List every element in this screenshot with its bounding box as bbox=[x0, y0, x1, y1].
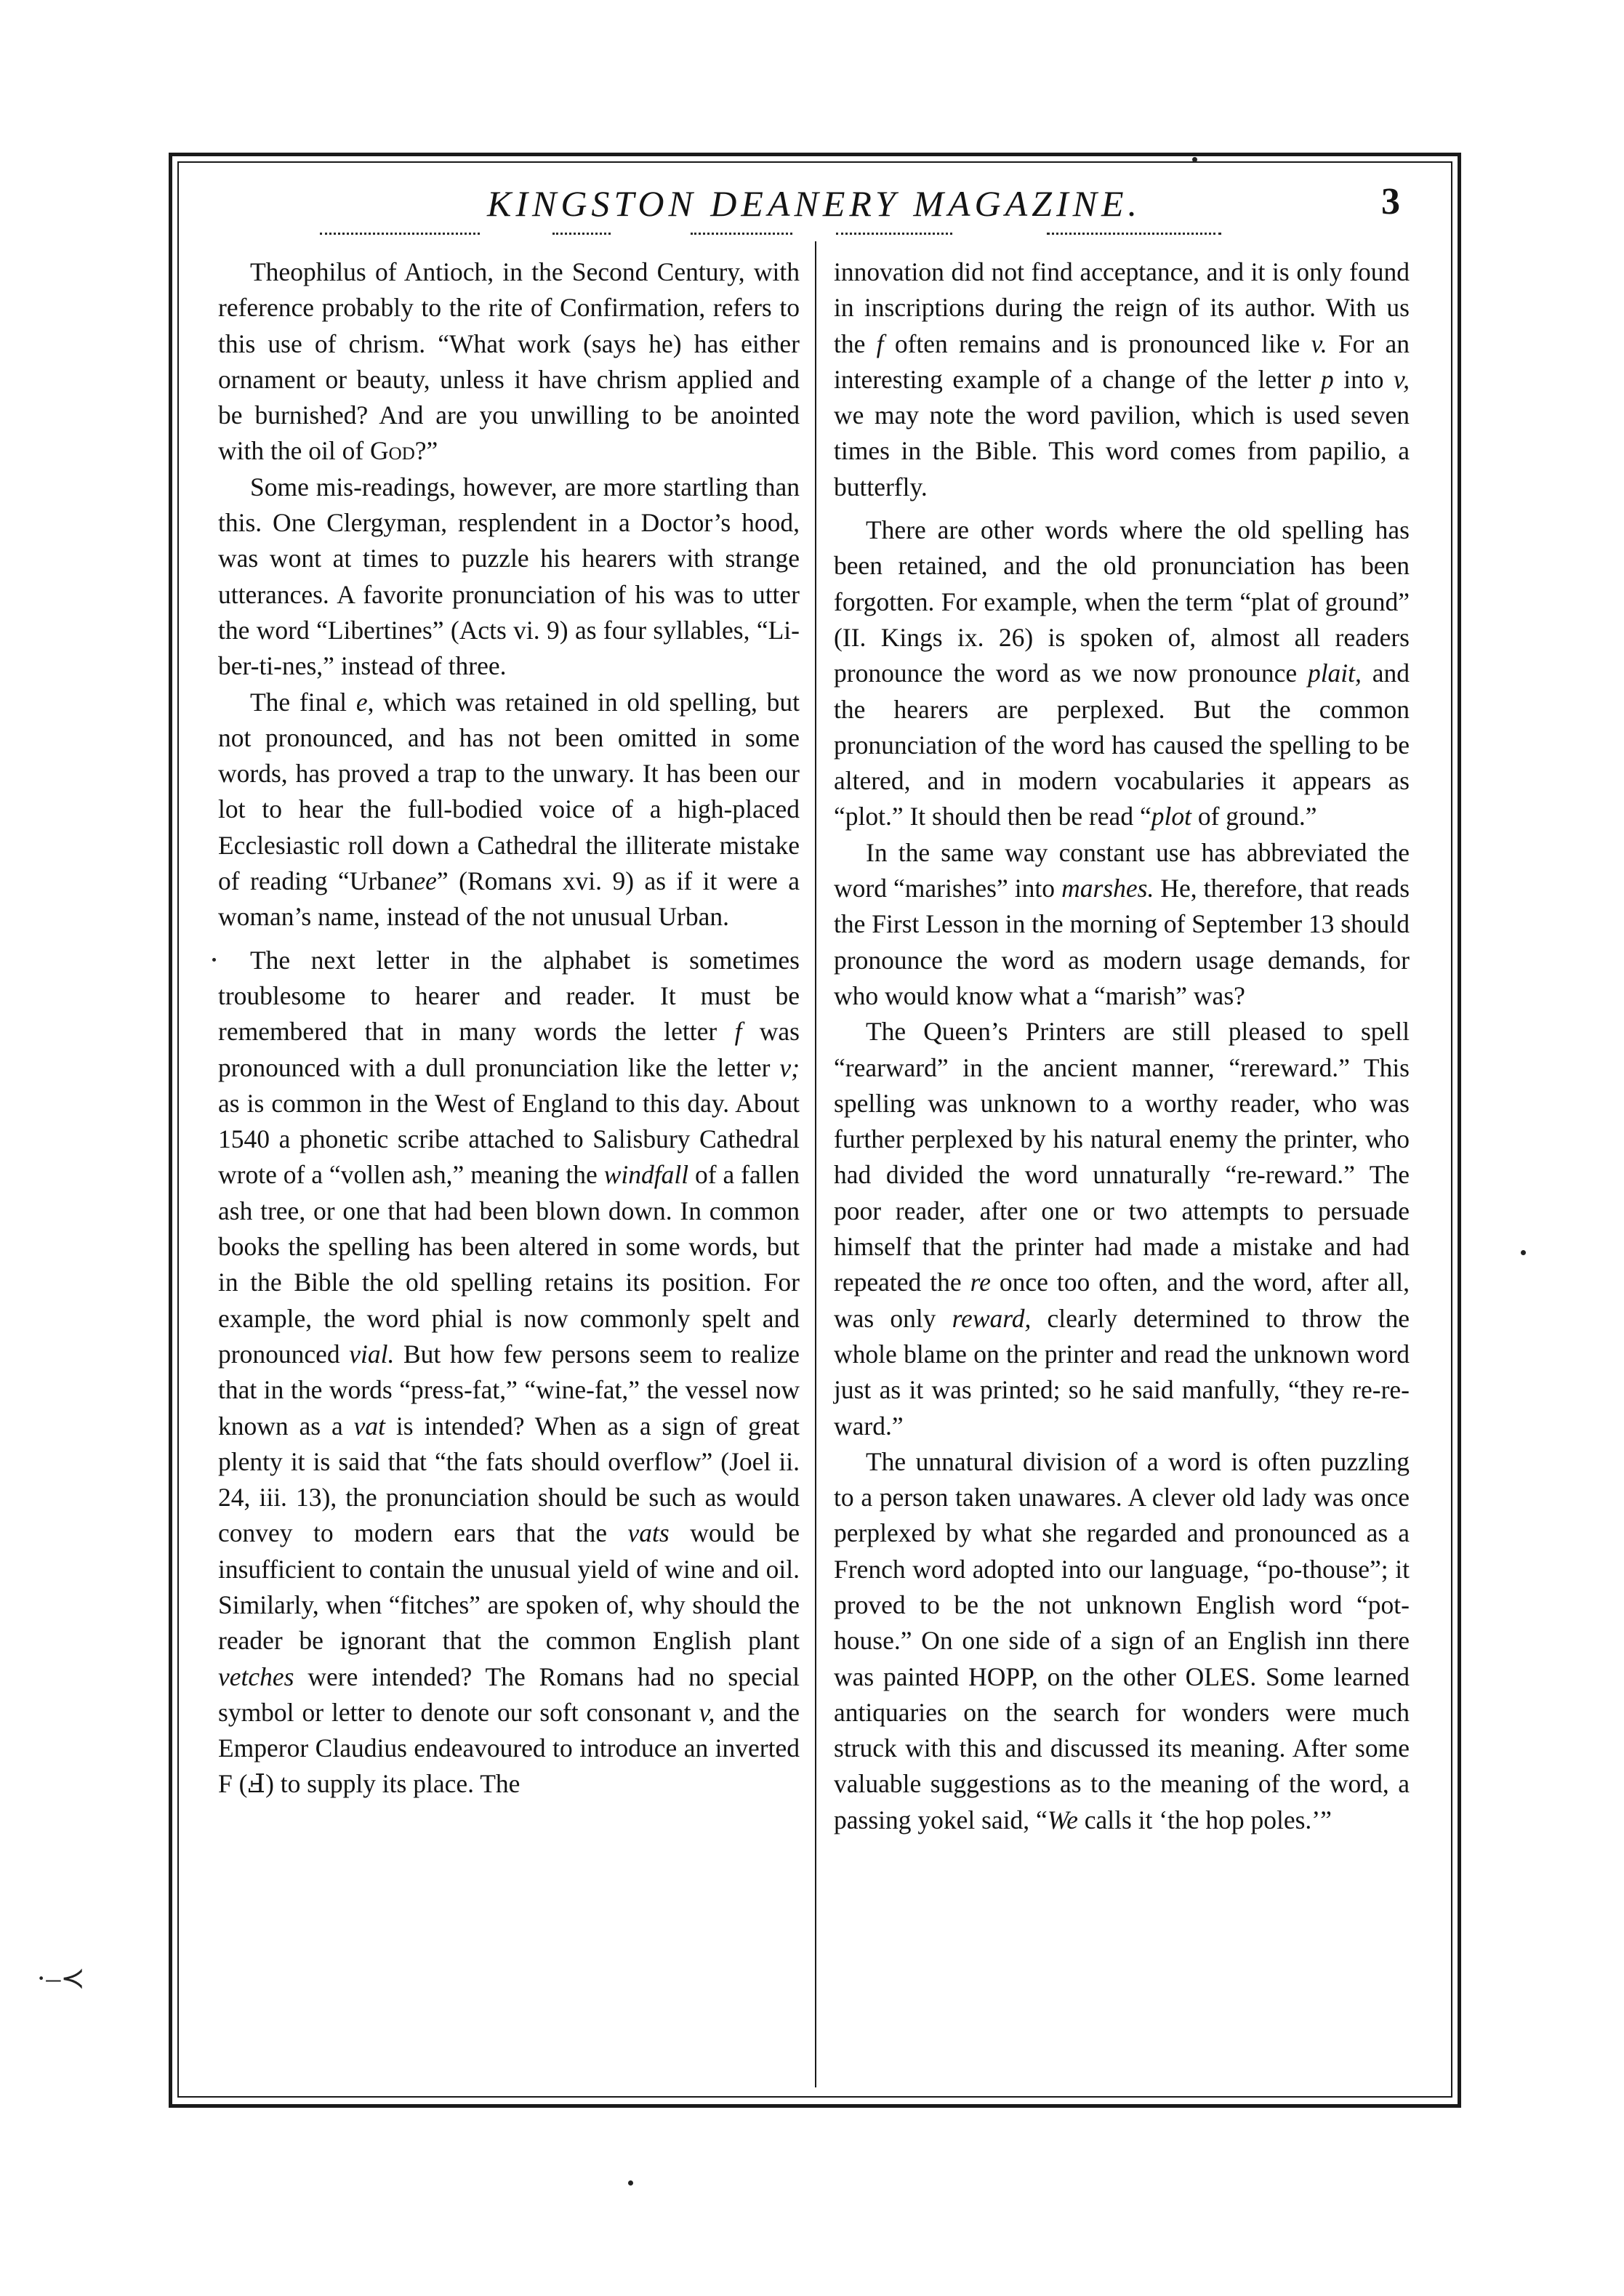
paragraph: Theophilus of Antioch, in the Second Century, with reference probably to the rite of Confirmation, refers to this use of chrism. “What work (says he) has either ornament or beauty, unless it have chrism applied and be burnished? And are you unwilling to be anointed with the oil of God?” bbox=[218, 257, 800, 466]
paragraph: The next letter in the alphabet is sometimes troublesome to hearer and reader. It must be remembered that in many words the letter f was pronounced with a dull pronunciation like the letter v; as is common in the West of England to this day. About 1540 a phonetic scribe attached to Salisbury Cathedral wrote of a “vollen ash,” meaning the windfall of a fallen ash tree, or one that had been blown down. In common books the spelling has been altered in some words, but in the Bible the old spelling retains its position. For example, the word phial is now commonly spelt and pronounced vial. But how few persons seem to realize that in the words “press-fat,” “wine-fat,” the vessel now known as a vat is intended? When as a sign of great plenty it is said that “the fats should overflow” (Joel ii. 24, iii. 13), the pronunciation should be such as would convey to modern ears that the vats would be insufficient to contain the unusual yield of wine and oil. Similarly, when “fitches” are spoken of, why should the reader be ignorant that the common English plant vetches were intended? The Romans had no special symbol or letter to denote our soft consonant v, and the Emperor Claudius endeavoured to introduce an inverted F (Ⅎ) to supply its place. The bbox=[218, 945, 800, 1799]
paragraph: The unnatural division of a word is often puzzling to a person taken unawares. A clever old lady was once perplexed by what she regarded and pronounced as a French word adopted into our language, “po-thouse”; it proved to be the not unknown English word “pot-house.” On one side of a sign of an English inn there was painted HOPP, on the other OLES. Some learned antiquaries on the search for wonders were much struck with this and discussed its meaning. After some valuable suggestions as to the meaning of the word, a passing yokel said, “We calls it ‘the hop poles.’” bbox=[834, 1446, 1410, 1834]
ink-speck bbox=[1521, 1250, 1526, 1255]
paragraph: The Queen’s Printers are still pleased to spell “rearward” in the ancient manner, “rereward.” This spelling was unknown to a worthy reader, who was further perplexed by his natural enemy the printer, who had divided the word unnaturally “re-reward.” The poor reader, after one or two attempts to persuade himself that the printer had made a mistake and had repeated the re once too often, and the word, after all, was only reward, clearly determined to throw the whole blame on the printer and read the unknown word just as it was printed; so he said manfully, “they re-re-ward.” bbox=[834, 1017, 1410, 1441]
ink-speck bbox=[628, 2180, 633, 2186]
margin-mark: ·–≺ bbox=[36, 1962, 85, 1994]
magazine-title: KINGSTON DEANERY MAGAZINE. bbox=[486, 183, 1142, 224]
header-ornament bbox=[836, 233, 952, 235]
header-ornament bbox=[691, 233, 792, 235]
header-ornament bbox=[552, 233, 611, 235]
column-divider bbox=[815, 241, 816, 2087]
right-column bbox=[834, 254, 1410, 1838]
page-number: 3 bbox=[1381, 181, 1400, 222]
header-ornament-right bbox=[1047, 233, 1221, 235]
paragraph: Some mis-readings, however, are more startling than this. One Clergyman, resplendent in a Doctor’s hood, was wont at times to puzzle his hearers with strange utterances. A favorite pronunciation of his was to utter the word “Libertines” (Acts vi. 9) as four syllables, “Li-ber-ti-nes,” instead of three. bbox=[218, 472, 800, 681]
paragraph: There are other words where the old spelling has been retained, and the old pronunciation has been forgotten. For example, when the term “plat of ground” (II. Kings ix. 26) is spoken of, almost all readers pronounce the word as we now pronounce plait, and the hearers are perplexed. But the common pronunciation of the word has caused the spelling to be altered, and in modern vocabularies it appears as “plot.” It should then be read “plot of ground.” bbox=[834, 515, 1410, 831]
paragraph: innovation did not find acceptance, and it is only found in inscriptions during the reign of its author. With us the f often remains and is pronounced like v. For an interesting example of a change of the letter p into v, we may note the word pavilion, which is used seven times in the Bible. This word comes from papilio, a butterfly. bbox=[834, 257, 1410, 502]
paragraph: In the same way constant use has abbreviated the word “marishes” into marshes. He, therefore, that reads the First Lesson in the morning of September 13 should pronounce the word as modern usage demands, for who would know what a “marish” was? bbox=[834, 837, 1410, 1010]
ink-speck bbox=[1192, 157, 1197, 162]
header-ornament-left bbox=[320, 233, 480, 235]
paragraph: The final e, which was retained in old spelling, but not pronounced, and has not been omitted in some words, has proved a trap to the unwary. It has been our lot to hear the full-bodied voice of a high-placed Ecclesiastic roll down a Cathedral the illiterate mistake of reading “Urbanee” (Romans xvi. 9) as if it were a woman’s name, instead of the not unusual Urban. bbox=[218, 687, 800, 932]
ink-speck bbox=[212, 958, 216, 962]
left-column bbox=[218, 254, 800, 1802]
